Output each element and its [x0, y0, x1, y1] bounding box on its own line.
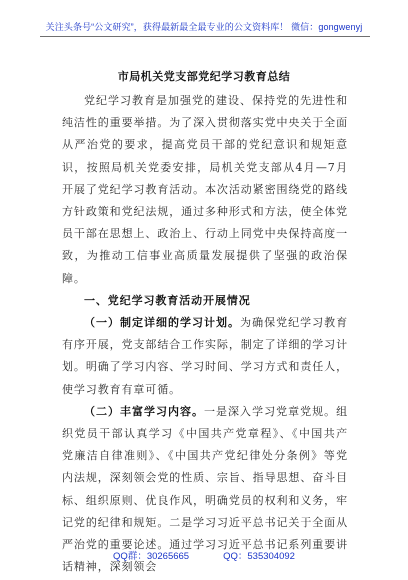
header-banner: 关注头条号“公文研究”，获得最新最全最专业的公文资料库！ 微信：gongwenyj: [45, 22, 363, 32]
document-body: [62, 90, 348, 578]
section-heading: 一、党纪学习教育活动开展情况: [84, 293, 251, 307]
item-2-text: 一是深入学习党章党规。组织党员干部认真学习《中国共产党章程》、《中国共产党廉洁自律准则》、《中国共产党纪律处分条例》等党内法规，深刻领会党的性质、宗旨、指导思想、奋斗目标、组织原则、优良作风，明确党员的权利和义务，牢记党的纪律和规矩。二是学习习近平总书记关于全面从严治党的重要论述。通过学习习近平总书记系列重要讲话精神，深刻领会: [62, 404, 348, 574]
document-title: 市局机关党支部党纪学习教育总结: [117, 70, 291, 83]
intro-paragraph: 党纪学习教育是加强党的建设、保持党的先进性和纯洁性的重要举措。为了深入贯彻落实党中央关于全面从严治党的要求，提高党员干部的党纪意识和规矩意识，按照局机关党委安排，局机关党支部从4月—7月开展了党纪学习教育活动。本次活动紧密围绕党的路线方针政策和党纪法规，通过多种形式和方法，使全体党员干部在思想上、政治上、行动上同党中央保持高度一致，为推动工信事业高质量发展提供了坚强的政治保障。: [62, 94, 348, 285]
item-1-heading: （一）制定详细的学习计划。: [84, 316, 241, 330]
item-1-paragraph: [62, 312, 348, 401]
item-1-text: 为确保党纪学习教育有序开展，党支部结合工作实际，制定了详细的学习计划。明确了学习内容、学习时间、学习方式和责任人，使学习教育有章可循。: [62, 316, 348, 396]
footer-qq-group: QQ群：30265665: [113, 551, 190, 562]
header-divider: [40, 36, 370, 37]
footer-contact: [0, 548, 408, 562]
footer-qq: QQ：535304092: [223, 551, 295, 562]
item-2-heading: （二）丰富学习内容。: [84, 404, 205, 418]
